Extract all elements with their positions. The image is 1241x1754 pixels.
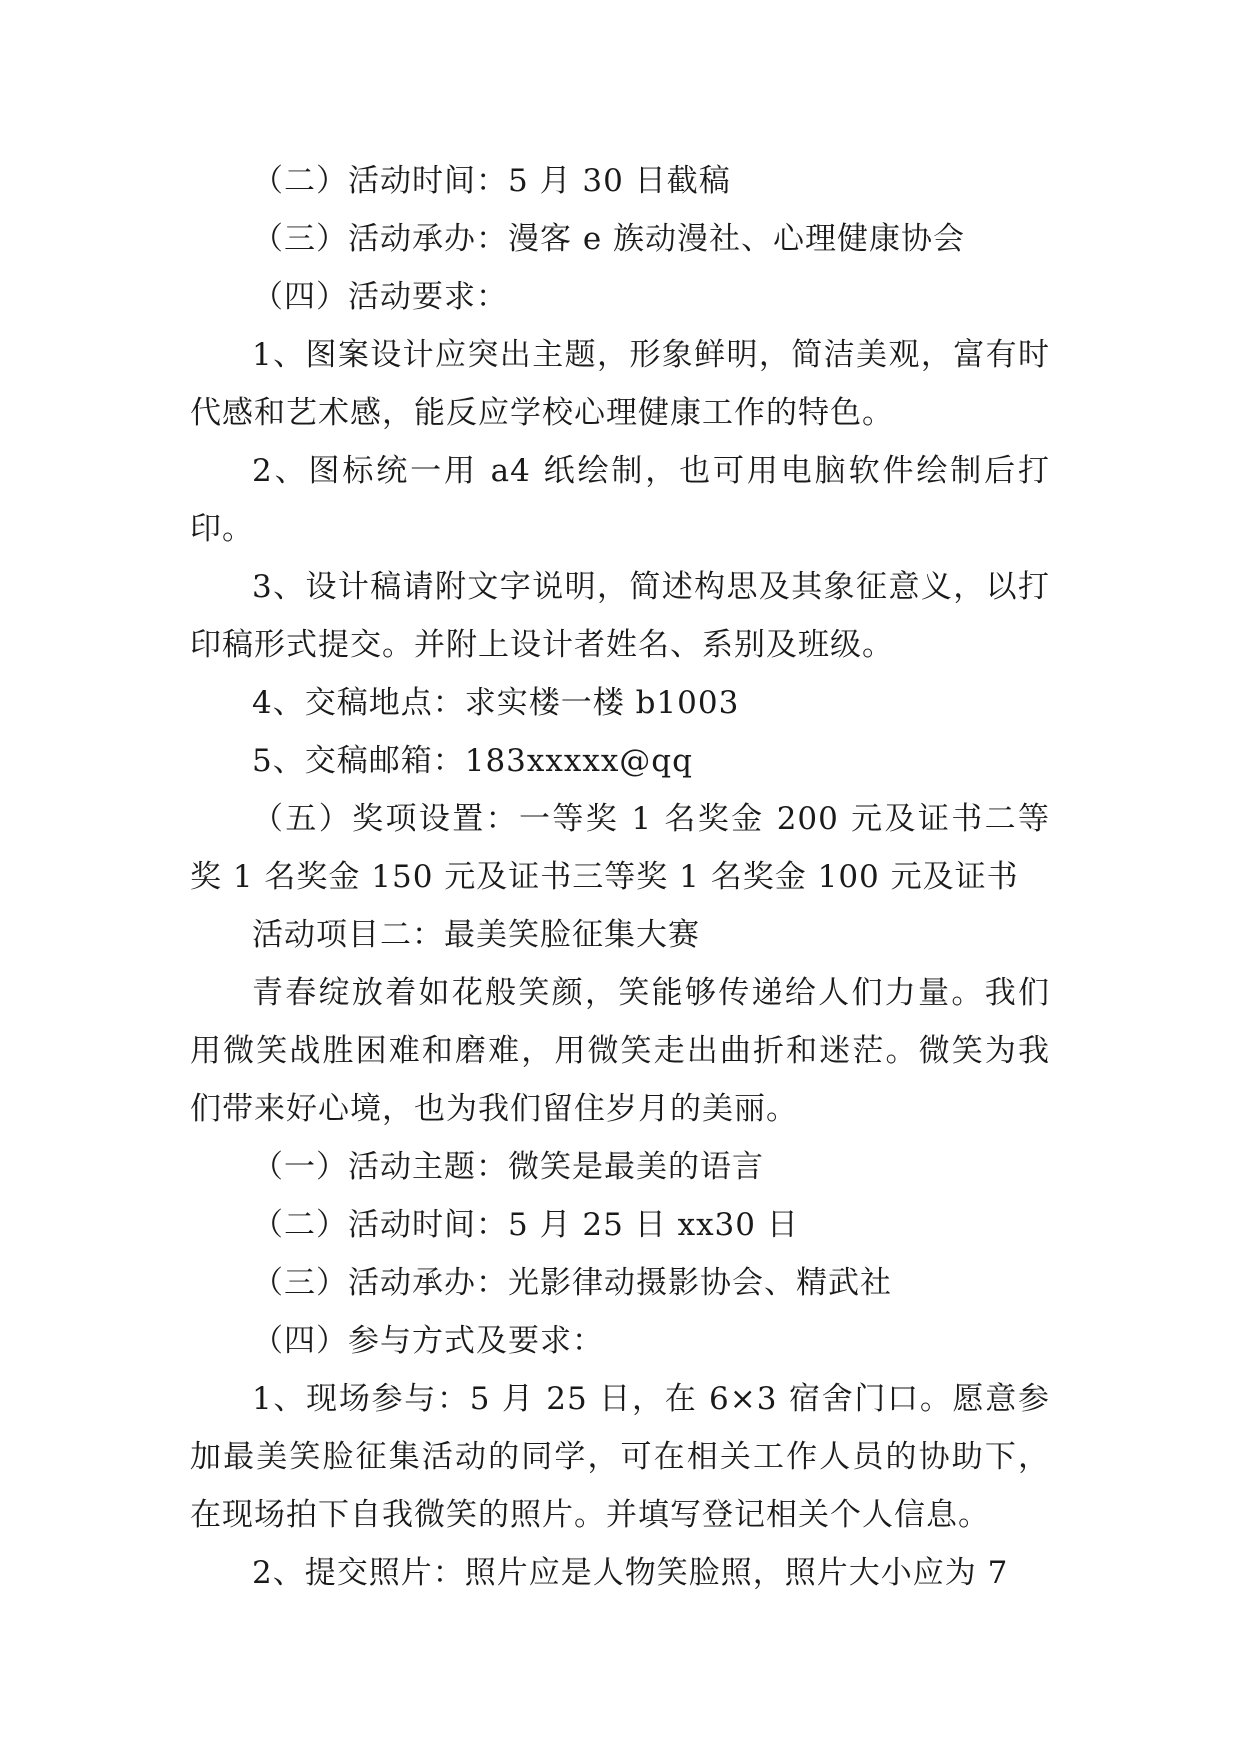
paragraph: 3、设计稿请附文字说明，简述构思及其象征意义，以打印稿形式提交。并附上设计者姓名、系别及班级。 [190, 569, 1050, 663]
paragraph: 4、交稿地点：求实楼一楼 b1003 [252, 685, 740, 721]
paragraph: （四）活动要求： [252, 279, 508, 315]
paragraph: （二）活动时间：5 月 30 日截稿 [252, 163, 731, 199]
paragraph: 1、现场参与：5 月 25 日，在 6×3 宿舍门口。愿意参加最美笑脸征集活动的同学，可在相关工作人员的协助下，在现场拍下自我微笑的照片。并填写登记相关个人信息。 [190, 1381, 1050, 1533]
paragraph: 青春绽放着如花般笑颜，笑能够传递给人们力量。我们用微笑战胜困难和磨难，用微笑走出曲折和迷茫。微笑为我们带来好心境，也为我们留住岁月的美丽。 [190, 975, 1050, 1127]
paragraph: 5、交稿邮箱：183xxxxx@qq [252, 743, 693, 779]
document-body [190, 152, 1050, 1602]
paragraph: 2、提交照片：照片应是人物笑脸照，照片大小应为 7 [252, 1555, 1009, 1591]
paragraph: （三）活动承办：漫客 e 族动漫社、心理健康协会 [252, 221, 966, 257]
section-heading: 活动项目二：最美笑脸征集大赛 [252, 917, 700, 953]
paragraph: （五）奖项设置：一等奖 1 名奖金 200 元及证书二等奖 1 名奖金 150 元及证书三等奖 1 名奖金 100 元及证书 [190, 801, 1050, 895]
paragraph: 2、图标统一用 a4 纸绘制，也可用电脑软件绘制后打印。 [190, 453, 1050, 547]
paragraph: 1、图案设计应突出主题，形象鲜明，简洁美观，富有时代感和艺术感，能反应学校心理健康工作的特色。 [190, 337, 1050, 431]
paragraph: （三）活动承办：光影律动摄影协会、精武社 [252, 1265, 892, 1301]
paragraph: （一）活动主题：微笑是最美的语言 [252, 1149, 764, 1185]
paragraph: （四）参与方式及要求： [252, 1323, 604, 1359]
paragraph: （二）活动时间：5 月 25 日 xx30 日 [252, 1207, 799, 1243]
